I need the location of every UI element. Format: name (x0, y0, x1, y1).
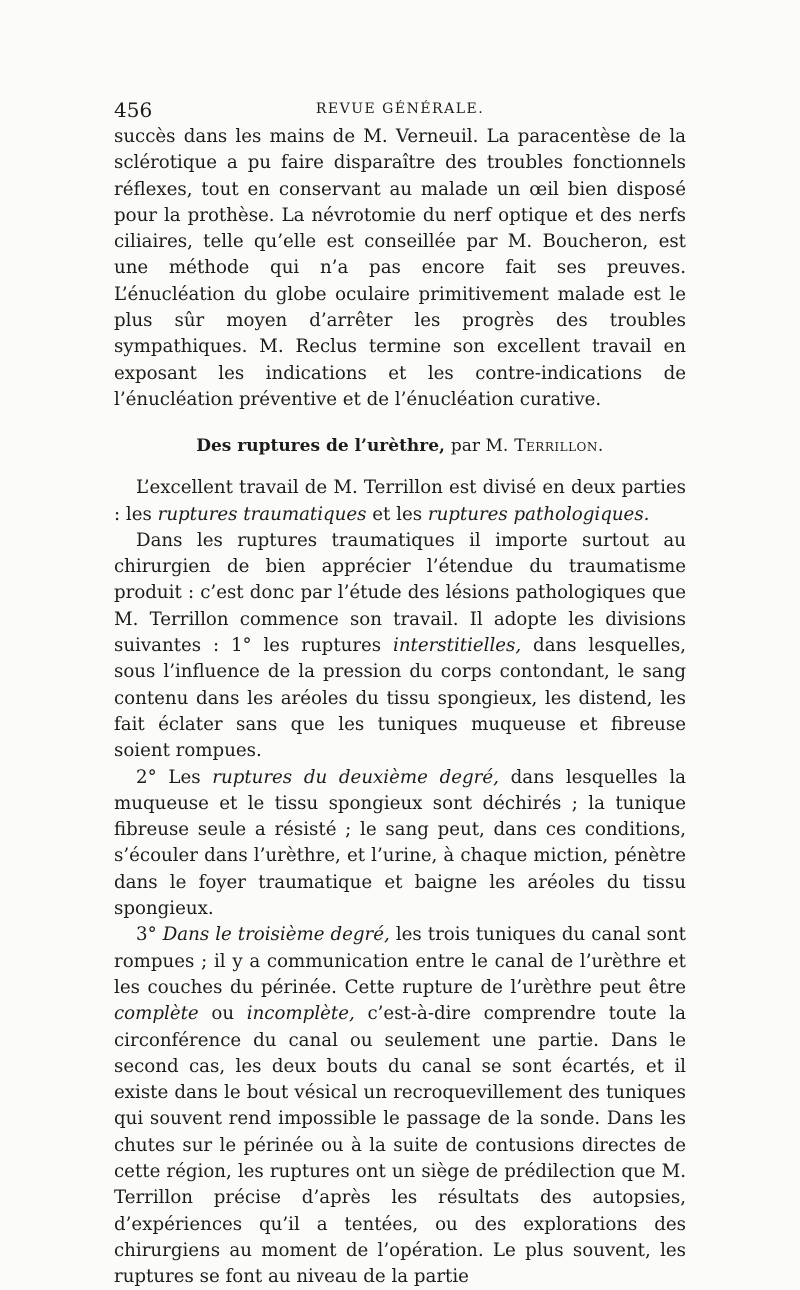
italic-term: complète (114, 1003, 199, 1025)
paragraph (114, 528, 686, 765)
text-run: 2° Les (136, 766, 201, 788)
section-by: par M. (450, 436, 509, 457)
italic-term: incomplète, (246, 1003, 355, 1025)
paragraph (114, 922, 686, 1290)
text-run: dans lesquelles la muqueuse et le tissu spongieux sont déchirés ; la tunique fibreuse seule a résisté ; le sang peut, dans ces conditions, s’écouler dans l’urèthre, et l’urine, à chaque miction, pénètre dans le foyer traumatique et baigne les aréoles du tissu spongieux. (114, 766, 686, 920)
italic-term: ruptures du deuxième degré, (212, 766, 499, 788)
italic-term: interstitielles, (393, 635, 522, 657)
italic-term: Dans le troisième degré, (162, 924, 390, 946)
section-heading (114, 433, 686, 459)
text-run: Dans les ruptures traumatiques il importe surtout au chirurgien de bien apprécier l’étendue du traumatisme produit : c’est donc par l’étude des lésions pathologiques que M. Terrillon commence son travail. Il adopte les divisions suivantes : 1° les ruptures (114, 529, 686, 657)
text-run: et les (372, 503, 423, 525)
text-run: c’est-à-dire comprendre toute la circonférence du canal ou seulement une partie. Dans le second cas, les deux bouts du canal se sont écartés, et il existe dans le bout vésical un recroquevillement des tuniques qui souvent rend impossible le passage de la sonde. Dans les chutes sur le périnée ou à la suite de contusions directes de cette région, les ruptures ont un siège de prédilection que M. Terrillon précise d’après les résultats des autopsies, d’expériences qu’il a tentées, ou des explorations des chirurgiens au moment de l’opération. Le plus souvent, les ruptures se font au niveau de la partie (114, 1003, 686, 1288)
running-title: REVUE GÉNÉRALE. (315, 101, 485, 117)
paragraph: succès dans les mains de M. Verneuil. La paracentèse de la sclérotique a pu faire disparaître des troubles fonctionnels réflexes, tout en conservant au malade un œil bien disposé pour la prothèse. La névrotomie du nerf optique et des nerfs ciliaires, telle qu’elle est conseillée par M. Boucheron, est une méthode qui n’a pas encore fait ses preuves. L’énucléation du globe oculaire primitivement malade est le plus sûr moyen d’arrêter les progrès des troubles sympathiques. M. Reclus termine son excellent travail en exposant les indications et les contre-indications de l’énucléation préventive et de l’énucléation curative. (114, 126, 686, 410)
article-body (114, 124, 686, 1290)
text-run: les trois tuniques du canal sont rompues ; il y a communication entre le canal de l’urèthre et les couches du périnée. Cette rupture de l’urèthre peut être (114, 924, 686, 998)
page-number: 456 (114, 98, 153, 122)
italic-term: ruptures traumatiques (157, 503, 367, 525)
text-run: ou (211, 1003, 235, 1025)
text-run: L’excellent travail de M. Terrillon est divisé en deux parties : les (114, 477, 686, 525)
running-header (114, 98, 686, 124)
paragraph (114, 475, 686, 528)
page (114, 98, 686, 1290)
paragraph (114, 765, 686, 923)
text-run: dans lesquelles, sous l’influence de la pression du corps contondant, le sang contenu dans les aréoles du tissu spongieux, les distend, les fait éclater sans que les tuniques muqueuse et fibreuse soient rompues. (114, 635, 686, 762)
section-title: Des ruptures de l’urèthre, (196, 436, 445, 457)
text-run: 3° (136, 924, 157, 946)
italic-term: ruptures pathologiques. (427, 503, 650, 525)
section-author: Terrillon. (514, 436, 604, 457)
